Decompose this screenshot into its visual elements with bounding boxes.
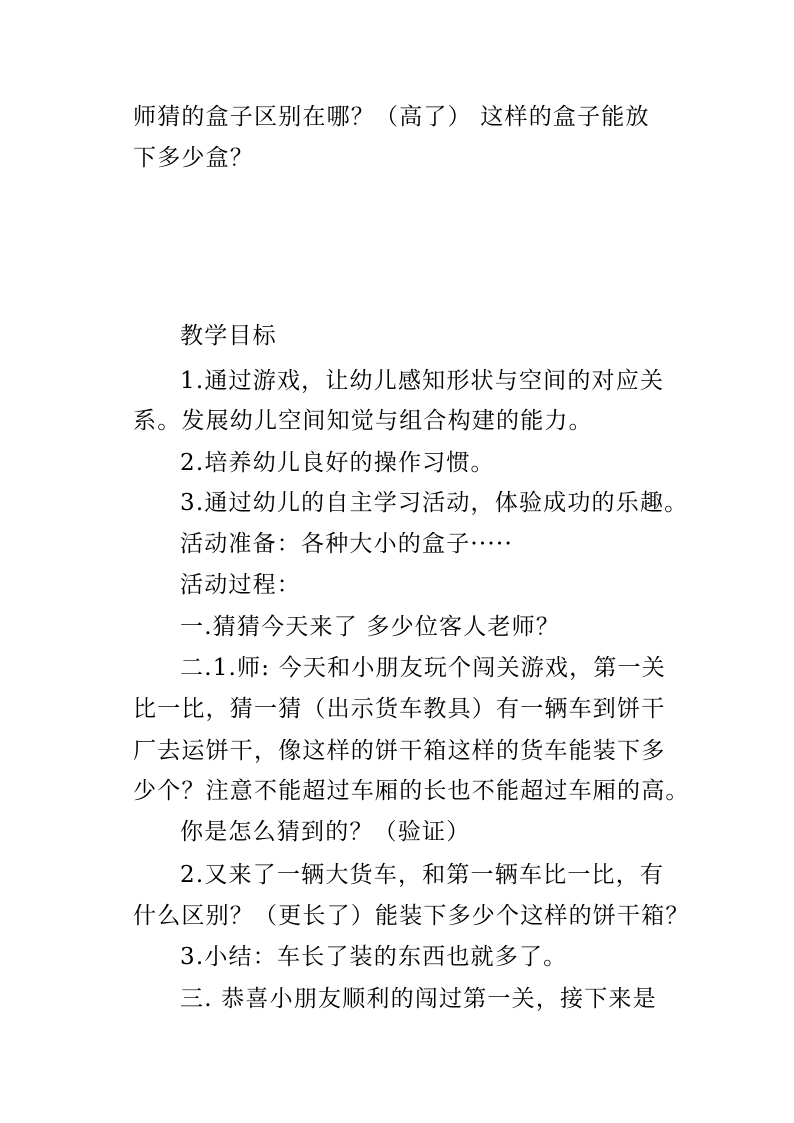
- paragraph-line: 活动准备：各种大小的盒子·····: [180, 531, 513, 557]
- paragraph-line: 比一比，猜一猜（出示货车教具）有一辆车到饼干: [133, 696, 666, 722]
- paragraph-line: 三. 恭喜小朋友顺利的闯过第一关，接下来是: [180, 986, 657, 1012]
- paragraph-line: 3.小结：车长了装的东西也就多了。: [180, 944, 568, 970]
- paragraph-line: 二.1.师: 今天和小朋友玩个闯关游戏，第一关: [180, 655, 666, 681]
- paragraph-line: 什么区别？（更长了）能装下多少个这样的饼干箱？: [133, 903, 690, 929]
- paragraph-line: 一.猜猜今天来了 多少位客人老师？: [180, 614, 561, 640]
- paragraph-line: 3.通过幼儿的自主学习活动，体验成功的乐趣。: [180, 490, 689, 516]
- paragraph-line: 2.培养幼儿良好的操作习惯。: [180, 450, 495, 476]
- paragraph-line: 系。发展幼儿空间知觉与组合构建的能力。: [133, 408, 593, 434]
- paragraph-line: 下多少盒？: [133, 145, 254, 171]
- paragraph-line: 你是怎么猜到的？（验证）: [180, 819, 471, 845]
- section-heading: 教学目标: [180, 323, 277, 349]
- paragraph-line: 2.又来了一辆大货车，和第一辆车比一比，有: [180, 862, 665, 888]
- paragraph-line: 活动过程：: [180, 572, 301, 598]
- paragraph-line: 厂去运饼干，像这样的饼干箱这样的货车能装下多: [133, 738, 666, 764]
- paragraph-line: 1.通过游戏，让幼儿感知形状与空间的对应关: [180, 368, 665, 394]
- paragraph-line: 师猜的盒子区别在哪？（高了） 这样的盒子能放: [133, 104, 650, 130]
- paragraph-line: 少个？注意不能超过车厢的长也不能超过车厢的高。: [133, 778, 690, 804]
